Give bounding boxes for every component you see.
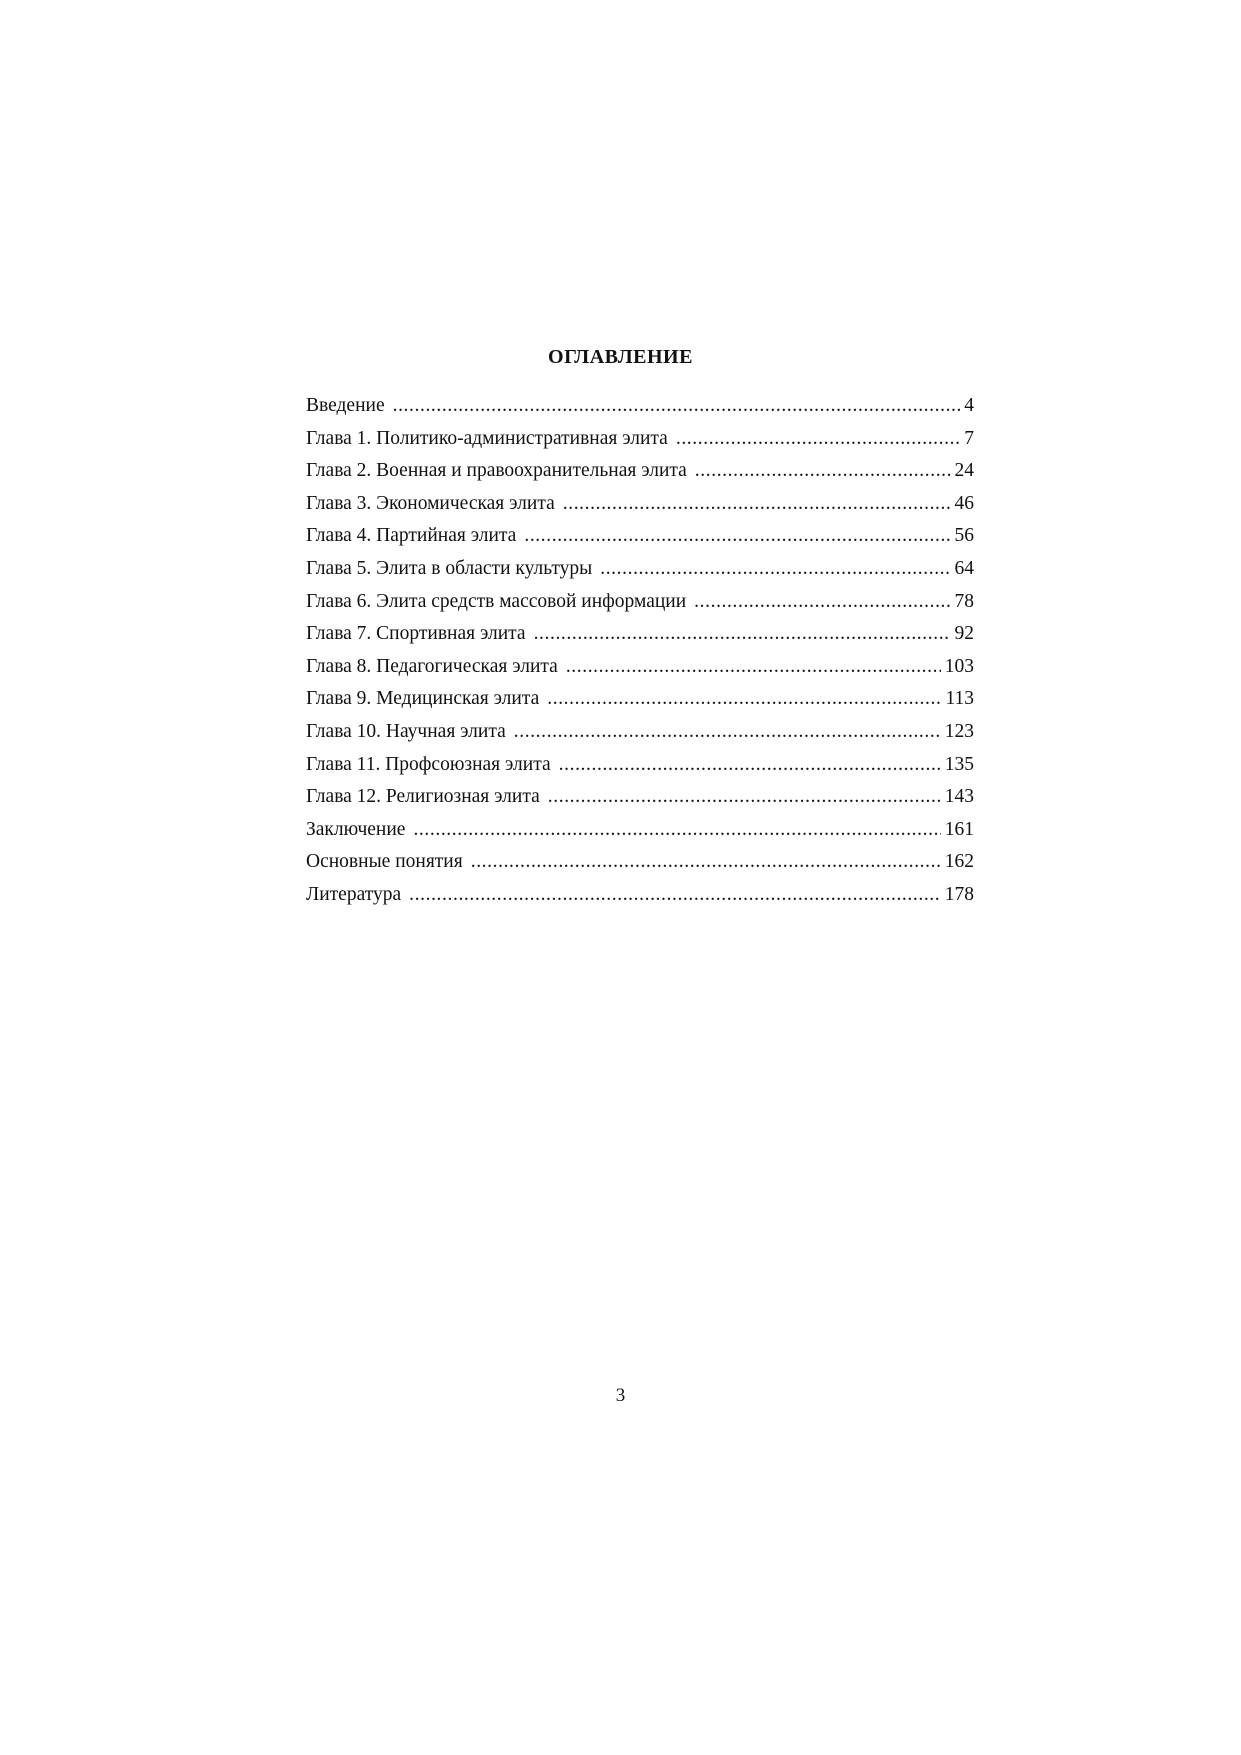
toc-entry-chapter-9[interactable] [306, 683, 974, 716]
toc-entry-label: Глава 8. Педагогическая элита [306, 655, 558, 677]
toc-leader-dots [676, 423, 960, 456]
toc-leader-dots [694, 586, 950, 619]
toc-leader-dots [413, 814, 940, 847]
toc-entry-page: 113 [945, 688, 974, 710]
toc-entry-label: Введение [306, 395, 385, 416]
toc-entry-label: Глава 3. Экономическая элита [306, 492, 555, 514]
toc-entry-chapter-2[interactable] [306, 455, 974, 488]
toc-leader-dots [534, 618, 951, 651]
toc-entry-page: 178 [944, 883, 974, 905]
toc-entry-page: 123 [944, 720, 974, 742]
toc-entry-label: Глава 11. Профсоюзная элита [306, 753, 551, 775]
toc-list [306, 390, 974, 912]
toc-leader-dots [547, 683, 941, 716]
toc-entry-page: 92 [954, 623, 974, 645]
toc-entry-chapter-7[interactable] [306, 618, 974, 651]
toc-entry-glossary[interactable] [306, 846, 974, 879]
toc-leader-dots [524, 520, 950, 553]
toc-leader-dots [559, 749, 941, 782]
toc-entry-chapter-12[interactable] [306, 781, 974, 814]
toc-entry-label: Глава 6. Элита средств массовой информации [306, 590, 687, 612]
toc-entry-page: 56 [954, 525, 974, 547]
toc-entry-page: 135 [944, 753, 974, 775]
toc-entry-page: 7 [964, 427, 974, 449]
page-number: 3 [615, 1385, 626, 1406]
toc-entry-label: Глава 5. Элита в области культуры [306, 557, 593, 579]
toc-entry-page: 143 [944, 786, 974, 808]
toc-entry-page: 103 [944, 655, 974, 677]
toc-leader-dots [600, 553, 950, 586]
toc-entry-chapter-8[interactable] [306, 651, 974, 684]
toc-entry-label: Глава 12. Религиозная элита [306, 786, 540, 808]
toc-entry-chapter-5[interactable] [306, 553, 974, 586]
toc-entry-page: 24 [954, 460, 974, 482]
toc-entry-label: Глава 4. Партийная элита [306, 525, 517, 547]
toc-entry-chapter-11[interactable] [306, 749, 974, 782]
toc-entry-conclusion[interactable] [306, 814, 974, 847]
toc-leader-dots [514, 716, 941, 749]
toc-entry-label: Основные понятия [306, 851, 463, 873]
toc-entry-page: 78 [954, 590, 974, 612]
toc-entry-chapter-1[interactable] [306, 423, 974, 456]
toc-entry-page: 46 [954, 492, 974, 514]
toc-entry-label: Глава 9. Медицинская элита [306, 688, 540, 710]
toc-leader-dots [471, 846, 941, 879]
toc-entry-introduction[interactable] [306, 390, 974, 423]
toc-leader-dots [563, 488, 951, 521]
toc-entry-bibliography[interactable] [306, 879, 974, 912]
toc-entry-label: Заключение [306, 818, 406, 840]
toc-entry-chapter-10[interactable] [306, 716, 974, 749]
toc-entry-page: 162 [944, 851, 974, 873]
toc-entry-label: Глава 7. Спортивная элита [306, 623, 526, 645]
toc-leader-dots [393, 390, 961, 423]
toc-entry-chapter-6[interactable] [306, 586, 974, 619]
toc-entry-chapter-4[interactable] [306, 520, 974, 553]
toc-leader-dots [566, 651, 941, 684]
toc-entry-label: Глава 1. Политико-административная элита [306, 427, 668, 449]
toc-entry-chapter-3[interactable] [306, 488, 974, 521]
toc-entry-label: Литература [306, 883, 402, 905]
toc-leader-dots [409, 879, 941, 912]
toc-title: ОГЛАВЛЕНИЕ [548, 346, 693, 368]
toc-leader-dots [548, 781, 941, 814]
toc-entry-page: 4 [964, 395, 974, 416]
toc-entry-label: Глава 10. Научная элита [306, 720, 506, 742]
toc-leader-dots [695, 455, 951, 488]
toc-entry-page: 161 [944, 818, 974, 840]
toc-entry-label: Глава 2. Военная и правоохранительная элита [306, 460, 687, 482]
toc-entry-page: 64 [954, 557, 974, 579]
